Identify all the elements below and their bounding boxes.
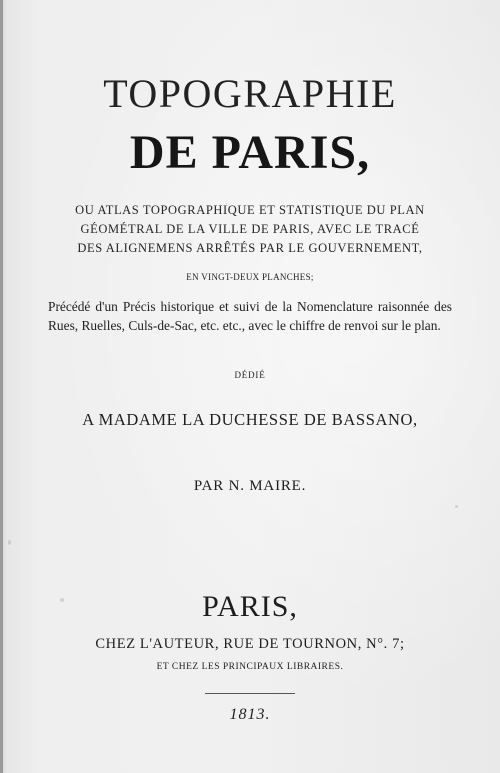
main-title-line-2: DE PARIS, [129, 126, 371, 179]
subtitle-line-1: OU ATLAS TOPOGRAPHIQUE ET STATISTIQUE DU PLAN [75, 203, 425, 217]
main-title-line-1: TOPOGRAPHIE [103, 71, 397, 116]
author-line: PAR N. MAIRE. [193, 478, 307, 494]
subtitle-line-3: DES ALIGNEMENS ARRÊTÉS PAR LE GOUVERNEMENT, [77, 241, 423, 255]
subtitle-line-2: GÉOMÉTRAL DE LA VILLE DE PARIS, AVEC LE TRACÉ [80, 222, 420, 236]
dedication-label: DÉDIÉ [234, 370, 266, 380]
publication-year: 1813. [229, 706, 271, 723]
paper-speck [60, 598, 64, 602]
planches-note: EN VINGT-DEUX PLANCHES; [186, 272, 314, 282]
description-paragraph: Précédé d'un Précis historique et suivi de la Nomenclature raisonnée des Rues, Ruelles, Culs-de-Sac, etc. etc., avec le chiffre de renvoi sur le plan. [48, 299, 452, 333]
dedication-recipient: A MADAME LA DUCHESSE DE BASSANO, [82, 410, 418, 429]
imprint-address: CHEZ L'AUTEUR, RUE DE TOURNON, N°. 7; [95, 636, 405, 652]
imprint-booksellers: ET CHEZ LES PRINCIPAUX LIBRAIRES. [156, 662, 344, 672]
imprint-city: PARIS, [202, 590, 298, 623]
divider-rule [205, 693, 295, 694]
paper-speck [455, 505, 458, 508]
paper-speck [8, 540, 11, 545]
